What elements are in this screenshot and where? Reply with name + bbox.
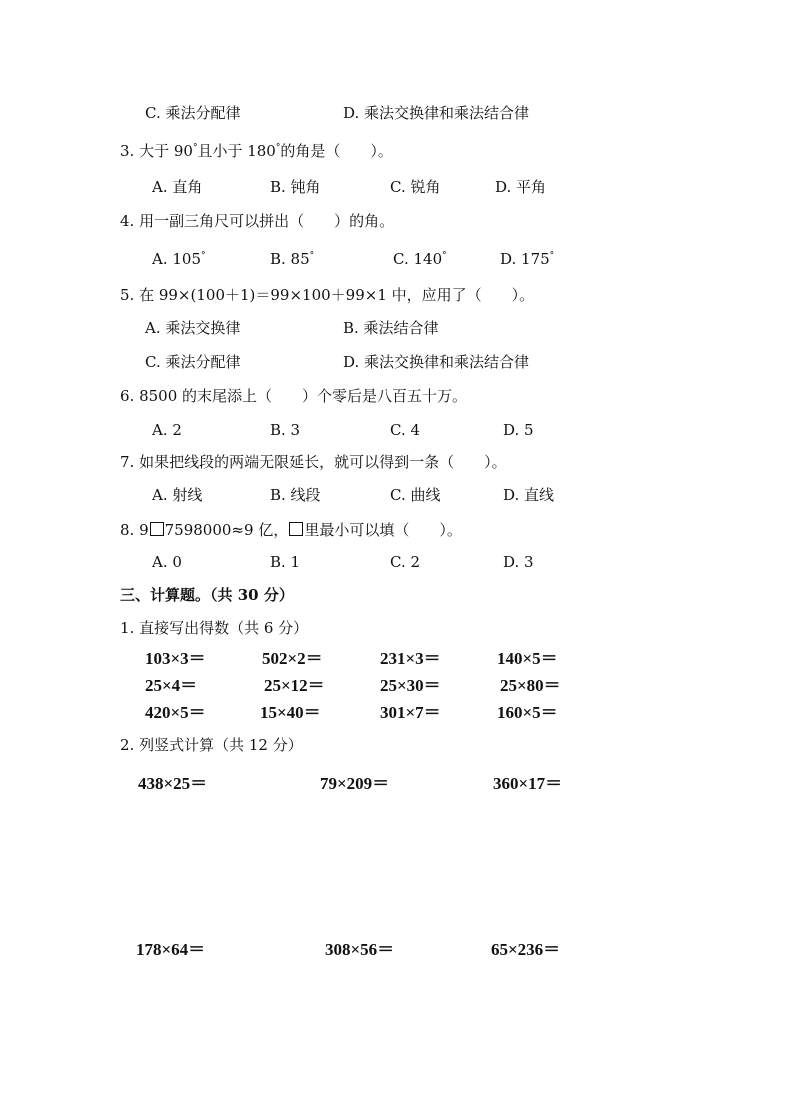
q3-stem-post: 的角是（ ）。: [280, 142, 393, 160]
calc-item: 103×3＝: [145, 649, 206, 668]
q4-option-d: D. 175°: [500, 250, 555, 268]
calc-item: 502×2＝: [262, 649, 323, 668]
q8-stem-pre: 8. 9: [120, 521, 149, 539]
calc-item: 140×5＝: [497, 649, 558, 668]
vertical-calc-item: 65×236＝: [491, 940, 561, 959]
q4-option-a: A. 105°: [152, 250, 206, 268]
q8-option-b: B. 1: [270, 553, 301, 571]
q8-option-a: A. 0: [152, 553, 182, 571]
calc-item: 25×30＝: [380, 676, 441, 695]
q3-option-b: B. 钝角: [270, 178, 321, 196]
calc-item: 160×5＝: [497, 703, 558, 722]
vertical-calc-item: 360×17＝: [493, 774, 563, 793]
calc-item: 25×12＝: [264, 676, 325, 695]
degree-mark: °: [549, 251, 555, 261]
q7-option-b: B. 线段: [270, 486, 321, 504]
q2-option-d: D. 乘法交换律和乘法结合律: [343, 104, 530, 122]
q5-stem: 5. 在 99×(100＋1)＝99×100＋99×1 中，应用了（ ）。: [120, 286, 535, 304]
degree-mark: °: [192, 143, 198, 153]
calc-item: 420×5＝: [145, 703, 206, 722]
q4-option-b: B. 85°: [270, 250, 315, 268]
blank-box-icon: [289, 522, 303, 536]
q5-option-d: D. 乘法交换律和乘法结合律: [343, 353, 530, 371]
q6-option-c: C. 4: [390, 421, 421, 439]
q7-option-c: C. 曲线: [390, 486, 441, 504]
q7-stem: 7. 如果把线段的两端无限延长，就可以得到一条（ ）。: [120, 453, 507, 471]
q3-option-c: C. 锐角: [390, 178, 441, 196]
q7-option-d: D. 直线: [503, 486, 555, 504]
part1-title: 1. 直接写出得数（共 6 分）: [120, 619, 309, 637]
q7-option-a: A. 射线: [152, 486, 203, 504]
q6-option-b: B. 3: [270, 421, 301, 439]
q6-option-a: A. 2: [152, 421, 182, 439]
q3-stem-pre: 3. 大于 90: [120, 142, 193, 160]
q8-stem-post: 7598000≈9 亿，: [164, 521, 289, 539]
q3-option-a: A. 直角: [152, 178, 203, 196]
calc-item: 301×7＝: [380, 703, 441, 722]
vertical-calc-item: 79×209＝: [320, 774, 390, 793]
vertical-calc-item: 178×64＝: [136, 940, 206, 959]
q2-option-c: C. 乘法分配律: [145, 104, 241, 122]
degree-mark: °: [309, 251, 315, 261]
q3-stem: [120, 141, 393, 161]
q8-stem-post2: 里最小可以填（ ）。: [304, 521, 462, 539]
q8-stem: [120, 520, 462, 540]
degree-mark: °: [201, 251, 206, 261]
calc-item: 25×80＝: [500, 676, 561, 695]
q5-option-b: B. 乘法结合律: [343, 319, 439, 337]
q6-stem: 6. 8500 的末尾添上（ ）个零后是八百五十万。: [120, 387, 468, 405]
q5-option-a: A. 乘法交换律: [145, 319, 241, 337]
degree-mark: °: [275, 143, 281, 153]
calc-item: 231×3＝: [380, 649, 441, 668]
q8-option-c: C. 2: [390, 553, 421, 571]
q3-stem-mid: 且小于 180: [197, 142, 276, 160]
blank-box-icon: [150, 522, 164, 536]
q6-option-d: D. 5: [503, 421, 534, 439]
degree-mark: °: [442, 251, 447, 261]
calc-item: 15×40＝: [260, 703, 321, 722]
section-heading: 三、计算题。（共 30 分）: [120, 586, 294, 604]
calc-item: 25×4＝: [145, 676, 198, 695]
vertical-calc-item: 438×25＝: [138, 774, 208, 793]
q5-option-c: C. 乘法分配律: [145, 353, 241, 371]
q4-option-c: C. 140°: [393, 250, 447, 268]
part2-title: 2. 列竖式计算（共 12 分）: [120, 736, 303, 754]
q4-stem: 4. 用一副三角尺可以拼出（ ）的角。: [120, 212, 395, 230]
q8-option-d: D. 3: [503, 553, 534, 571]
q3-option-d: D. 平角: [495, 178, 547, 196]
vertical-calc-item: 308×56＝: [325, 940, 395, 959]
